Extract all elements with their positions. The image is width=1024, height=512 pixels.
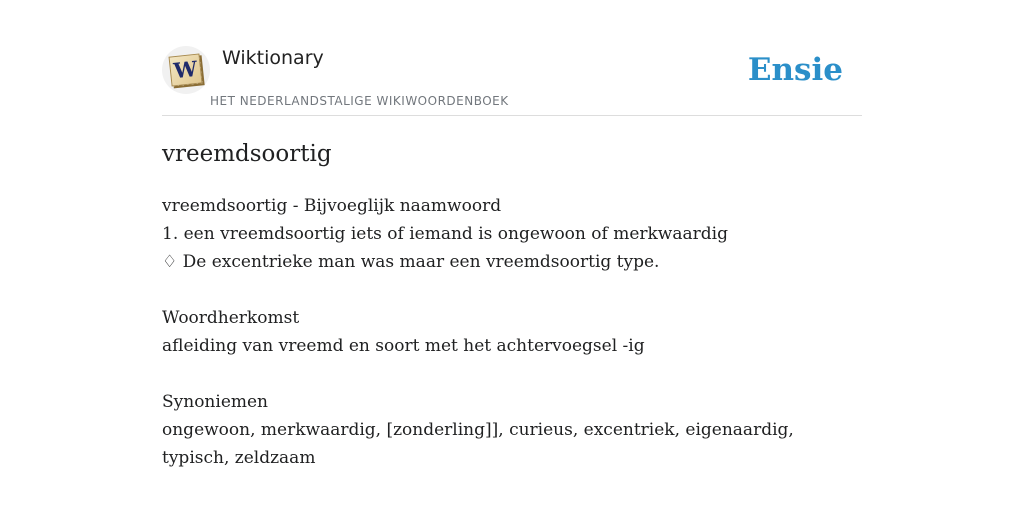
page-title: vreemdsoortig	[162, 141, 332, 167]
definition-text: 1. een vreemdsoortig iets of iemand is ongewoon of merkwaardig	[162, 224, 728, 244]
logo-letter: W	[172, 55, 199, 84]
entry-content	[162, 192, 862, 472]
ensie-brand-link[interactable]: Ensie	[747, 52, 843, 88]
site-header	[162, 0, 862, 116]
spacer	[162, 360, 862, 388]
site-name[interactable]: Wiktionary	[222, 47, 324, 69]
synonyms-text: ongewoon, merkwaardig, [zonderling]], curieus, excentriek, eigenaardig, typisch, zeldzaam	[162, 420, 794, 468]
wiktionary-logo-icon[interactable]	[162, 46, 210, 94]
page	[162, 0, 862, 512]
spacer	[162, 276, 862, 304]
synonyms-heading: Synoniemen	[162, 392, 269, 412]
definition-heading: vreemdsoortig - Bijvoeglijk naamwoord	[162, 196, 502, 216]
site-tagline: HET NEDERLANDSTALIGE WIKIWOORDENBOEK	[210, 94, 509, 108]
example-sentence: ♢ De excentrieke man was maar een vreemdsoortig type.	[162, 252, 660, 272]
logo-tile	[169, 53, 203, 86]
etymology-heading: Woordherkomst	[162, 308, 300, 328]
etymology-text: afleiding van vreemd en soort met het achtervoegsel -ig	[162, 336, 645, 356]
